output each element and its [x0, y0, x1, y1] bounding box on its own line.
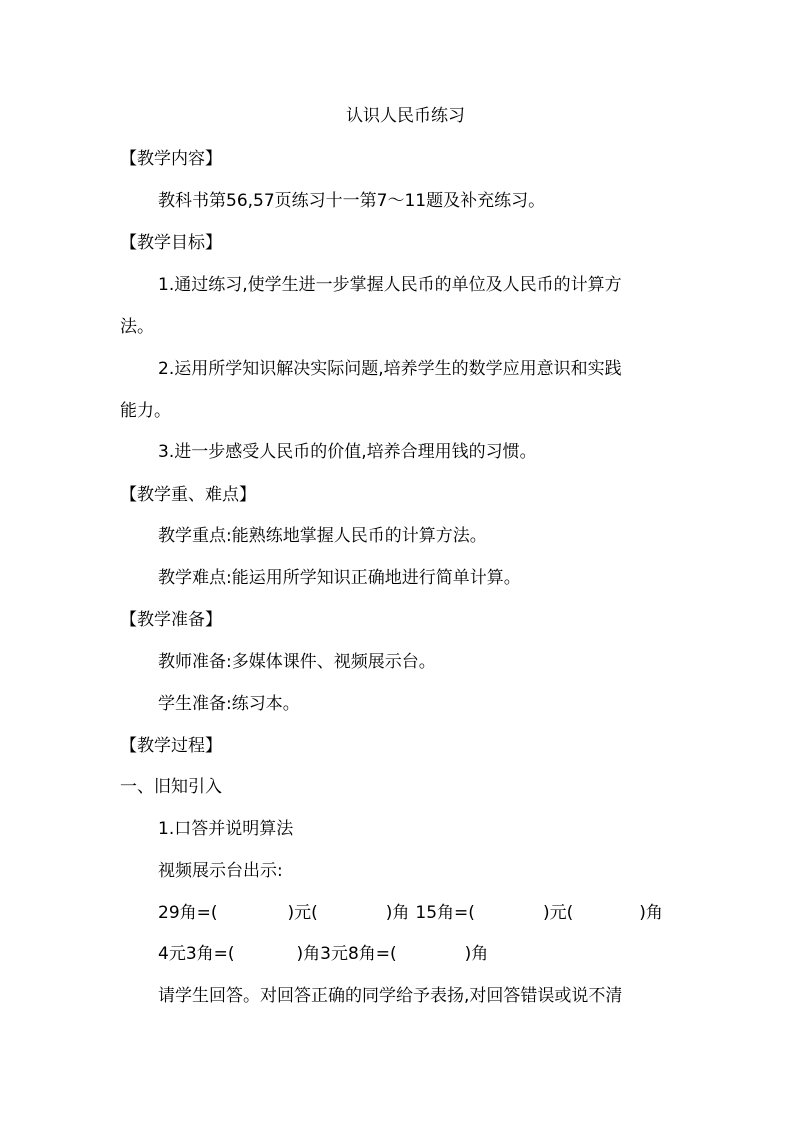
goal-1-line-2: 法。	[120, 317, 154, 337]
exercise-1d: 15角=(	[415, 903, 475, 923]
exercise-1f: )角	[639, 903, 663, 923]
step-1: 1.口答并说明算法	[158, 819, 294, 839]
heading-teaching-preparation: 【教学准备】	[120, 610, 222, 630]
heading-teaching-content: 【教学内容】	[120, 149, 222, 169]
exercise-1c: )角	[385, 903, 410, 923]
exercise-1e: )元(	[542, 903, 574, 923]
exercise-2c: )角	[464, 944, 489, 964]
exercise-1b: )元(	[287, 903, 318, 923]
heading-teaching-goals: 【教学目标】	[120, 233, 222, 253]
section-1-title: 一、旧知引入	[120, 777, 222, 797]
goal-2-line-2: 能力。	[120, 401, 171, 421]
exercise-1a: 29角=(	[158, 903, 218, 923]
student-preparation: 学生准备:练习本。	[158, 694, 300, 714]
exercise-2a: 4元3角=(	[158, 944, 235, 964]
heading-teaching-process: 【教学过程】	[120, 736, 222, 756]
difficult-point: 教学难点:能运用所学知识正确地进行简单计算。	[158, 568, 521, 588]
exercise-2b: )角3元8角=(	[296, 944, 397, 964]
document-title: 认识人民币练习	[346, 106, 465, 126]
key-point: 教学重点:能熟练地掌握人民币的计算方法。	[158, 526, 487, 546]
heading-key-difficult-points: 【教学重、难点】	[120, 485, 256, 505]
goal-3: 3.进一步感受人民币的价值,培养合理用钱的习惯。	[158, 442, 537, 462]
teacher-preparation: 教师准备:多媒体课件、视频展示台。	[158, 652, 436, 672]
answer-line: 请学生回答。对回答正确的同学给予表扬,对回答错误或说不清	[158, 986, 623, 1006]
exercise-line-2	[158, 943, 488, 965]
display-show: 视频展示台出示:	[158, 861, 283, 881]
paragraph-teaching-content: 教科书第56,57页练习十一第7～11题及补充练习。	[158, 191, 546, 211]
goal-2-line-1: 2.运用所学知识解决实际问题,培养学生的数学应用意识和实践	[158, 359, 622, 379]
goal-1-line-1: 1.通过练习,使学生进一步掌握人民币的单位及人民币的计算方	[158, 275, 622, 295]
exercise-line-1	[158, 902, 663, 924]
